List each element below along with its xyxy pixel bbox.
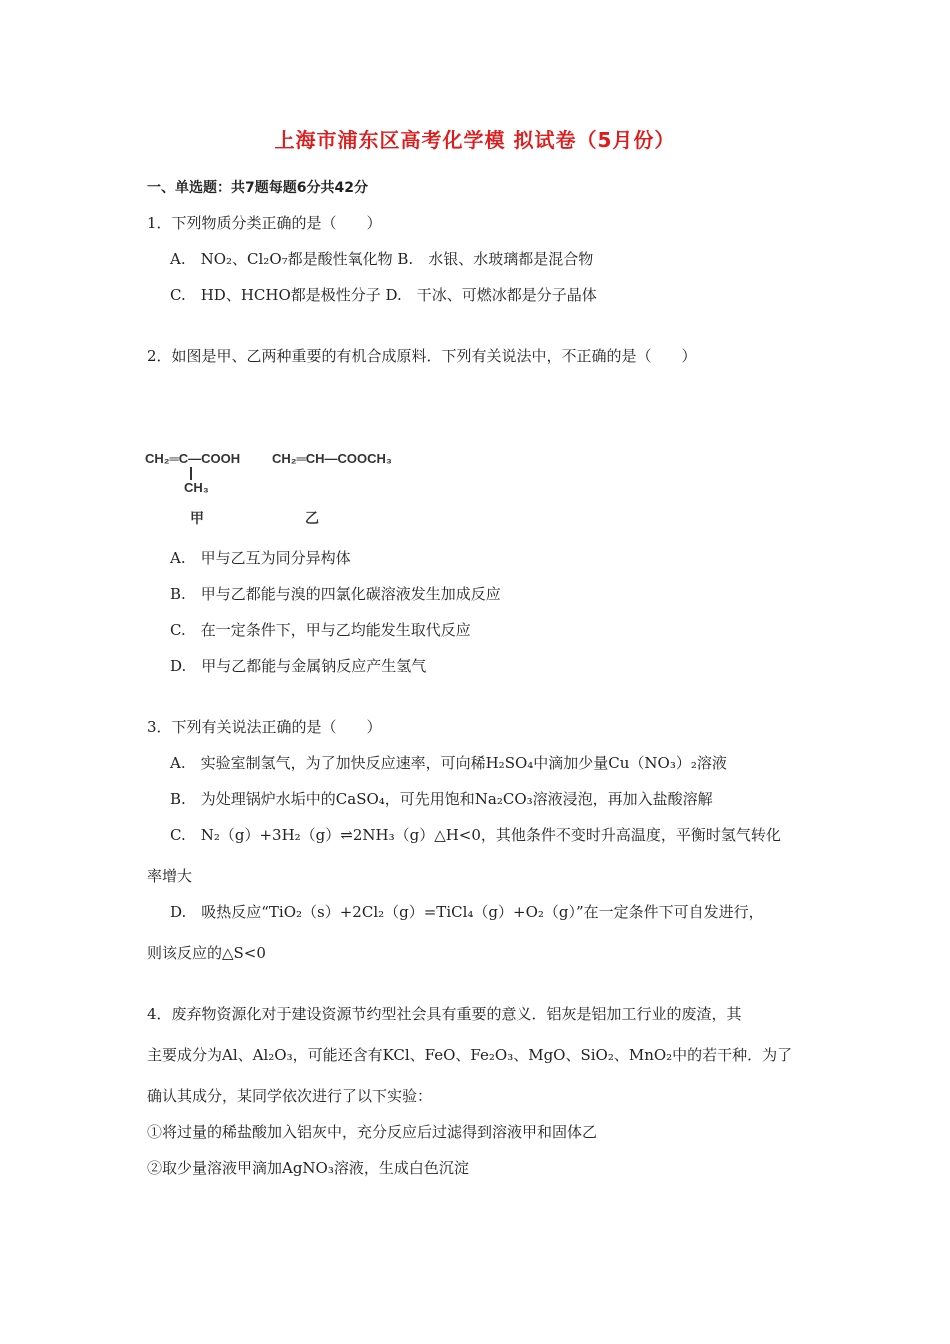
question-1-options-row-1: A. NO₂、Cl₂O₇都是酸性氧化物 B. 水银、水玻璃都是混合物 xyxy=(170,250,594,268)
compound-yi-formula: CH₂═CH—COOCH₃ xyxy=(272,451,392,466)
question-2-option-a: A. 甲与乙互为同分异构体 xyxy=(170,549,351,567)
question-4-line-2: 主要成分为Al、Al₂O₃，可能还含有KCl、FeO、Fe₂O₃、MgO、SiO₂、MnO₂中的若干种．为了 xyxy=(147,1046,793,1064)
question-3-option-c-line-2: 率增大 xyxy=(147,867,193,885)
question-2-option-d: D. 甲与乙都能与金属钠反应产生氢气 xyxy=(170,657,427,675)
question-4-line-1: 4．废弃物资源化对于建设资源节约型社会具有重要的意义．铝灰是铝加工行业的废渣，其 xyxy=(147,1005,742,1023)
question-3-option-d-line-1: D. 吸热反应“TiO₂（s）+2Cl₂（g）=TiCl₄（g）+O₂（g）”在一定条件下可自发进行， xyxy=(170,903,764,921)
question-3-option-d-line-2: 则该反应的△S<0 xyxy=(147,944,266,962)
question-4-step-1: ①将过量的稀盐酸加入铝灰中，充分反应后过滤得到溶液甲和固体乙 xyxy=(147,1123,598,1141)
page-title: 上海市浦东区高考化学模 拟试卷（5月份） xyxy=(274,128,676,152)
label-jia: 甲 xyxy=(190,510,204,526)
question-2-option-b: B. 甲与乙都能与溴的四氯化碳溶液发生加成反应 xyxy=(170,585,501,603)
label-yi: 乙 xyxy=(305,510,319,526)
question-1-stem: 1．下列物质分类正确的是（ ） xyxy=(147,214,382,232)
question-2-option-c: C. 在一定条件下，甲与乙均能发生取代反应 xyxy=(170,621,471,639)
question-3-stem: 3．下列有关说法正确的是（ ） xyxy=(147,718,382,736)
question-3-option-a: A. 实验室制氢气，为了加快反应速率，可向稀H₂SO₄中滴加少量Cu（NO₃）₂溶液 xyxy=(170,754,727,772)
question-1-options-row-2: C. HD、HCHO都是极性分子 D. 干冰、可燃冰都是分子晶体 xyxy=(170,286,597,304)
question-4-line-3: 确认其成分，某同学依次进行了以下实验： xyxy=(147,1087,433,1105)
compound-jia-branch: CH₃ xyxy=(184,480,209,495)
question-3-option-c-line-1: C. N₂（g）+3H₂（g）⇌2NH₃（g）△H<0，其他条件不变时升高温度，平衡时氢气转化 xyxy=(170,826,781,844)
question-4-step-2: ②取少量溶液甲滴加AgNO₃溶液，生成白色沉淀 xyxy=(147,1159,469,1177)
compound-jia-formula: CH₂═C—COOH xyxy=(145,451,241,466)
question-3-option-b: B. 为处理锅炉水垢中的CaSO₄，可先用饱和Na₂CO₃溶液浸泡，再加入盐酸溶解 xyxy=(170,790,713,808)
section-heading: 一、单选题：共7题每题6分共42分 xyxy=(147,180,368,196)
methyl-bond-line xyxy=(190,467,192,480)
question-2-stem: 2．如图是甲、乙两种重要的有机合成原料．下列有关说法中，不正确的是（ ） xyxy=(147,347,697,365)
